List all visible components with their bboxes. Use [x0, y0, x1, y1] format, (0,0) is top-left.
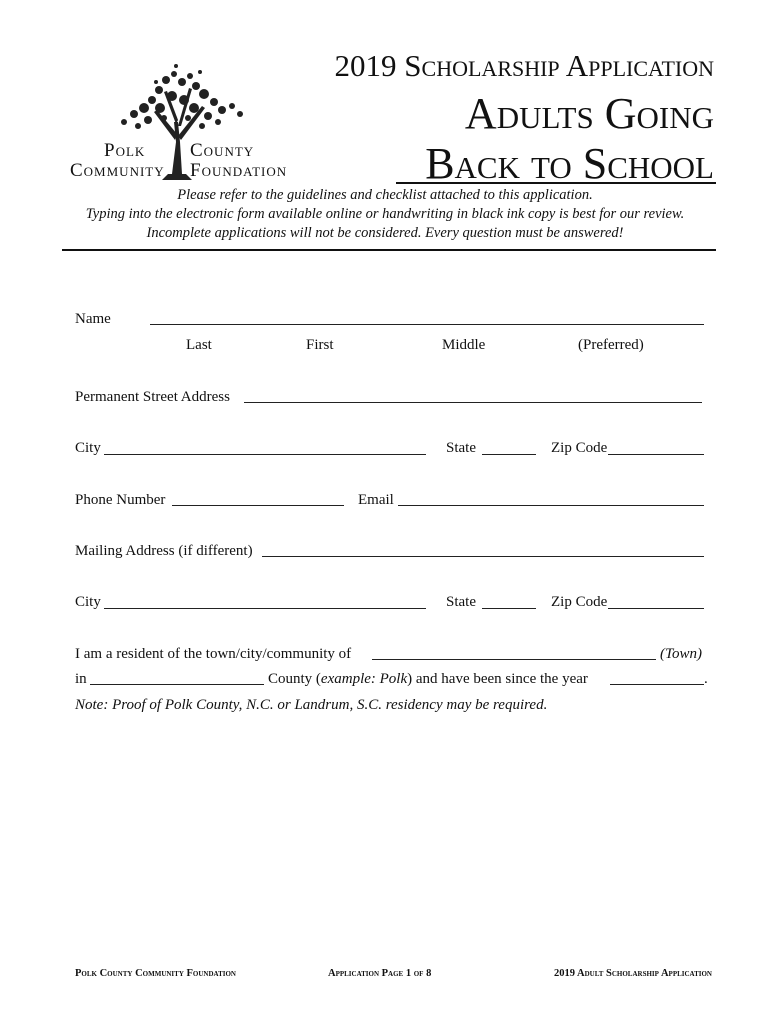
logo-text-polk: Polk: [104, 140, 146, 161]
email-label: Email: [358, 492, 394, 508]
title-rule: [396, 182, 716, 184]
mailing-address-label: Mailing Address (if different): [75, 543, 253, 559]
name-preferred-label: (Preferred): [578, 337, 644, 353]
zip2-field[interactable]: [608, 608, 704, 609]
footer-left: Polk County Community Foundation: [75, 968, 236, 979]
zip-field[interactable]: [608, 454, 704, 455]
name-middle-label: Middle: [442, 337, 486, 353]
page-title-line3: Back to School: [425, 139, 714, 188]
year-field[interactable]: [610, 684, 704, 685]
name-first-label: First: [306, 337, 334, 353]
city-field[interactable]: [104, 454, 426, 455]
resident-text: I am a resident of the town/city/community of: [75, 646, 352, 662]
footer-page-number: Application Page 1 of 8: [328, 968, 432, 979]
county-text: County (example: Polk) and have been since the year: [268, 671, 588, 687]
name-label: Name: [75, 311, 111, 327]
state2-field[interactable]: [482, 608, 536, 609]
name-field[interactable]: [150, 324, 704, 325]
residency-note: Note: Proof of Polk County, N.C. or Landrum, S.C. residency may be required.: [75, 697, 548, 713]
logo-text-county: County: [190, 140, 255, 161]
page-title-line2: Adults Going: [464, 89, 714, 138]
state-label: State: [446, 440, 476, 456]
town-label: (Town): [660, 646, 702, 662]
logo-text-community: Community: [70, 160, 165, 181]
in-label: in: [75, 671, 87, 687]
zip2-label: Zip Code: [551, 594, 608, 610]
instruction-line: Typing into the electronic form available online or handwriting in black ink copy is best for our review.: [85, 206, 685, 222]
instruction-line: Incomplete applications will not be considered. Every question must be answered!: [146, 225, 624, 241]
state2-label: State: [446, 594, 476, 610]
city2-label: City: [75, 594, 101, 610]
period: .: [704, 671, 708, 687]
city2-field[interactable]: [104, 608, 426, 609]
street-address-field[interactable]: [244, 402, 702, 403]
town-field[interactable]: [372, 659, 656, 660]
name-last-label: Last: [186, 337, 212, 353]
email-field[interactable]: [398, 505, 704, 506]
page-title-line1: 2019 Scholarship Application: [334, 48, 714, 83]
city-label: City: [75, 440, 101, 456]
footer-right: 2019 Adult Scholarship Application: [553, 968, 712, 979]
state-field[interactable]: [482, 454, 536, 455]
zip-label: Zip Code: [551, 440, 608, 456]
logo-text-foundation: Foundation: [190, 160, 288, 181]
instruction-line: Please refer to the guidelines and checklist attached to this application.: [177, 187, 593, 203]
county-field[interactable]: [90, 684, 264, 685]
street-address-label: Permanent Street Address: [75, 389, 230, 405]
section-rule: [62, 249, 716, 251]
phone-field[interactable]: [172, 505, 344, 506]
mailing-address-field[interactable]: [262, 556, 704, 557]
phone-label: Phone Number: [75, 492, 166, 508]
